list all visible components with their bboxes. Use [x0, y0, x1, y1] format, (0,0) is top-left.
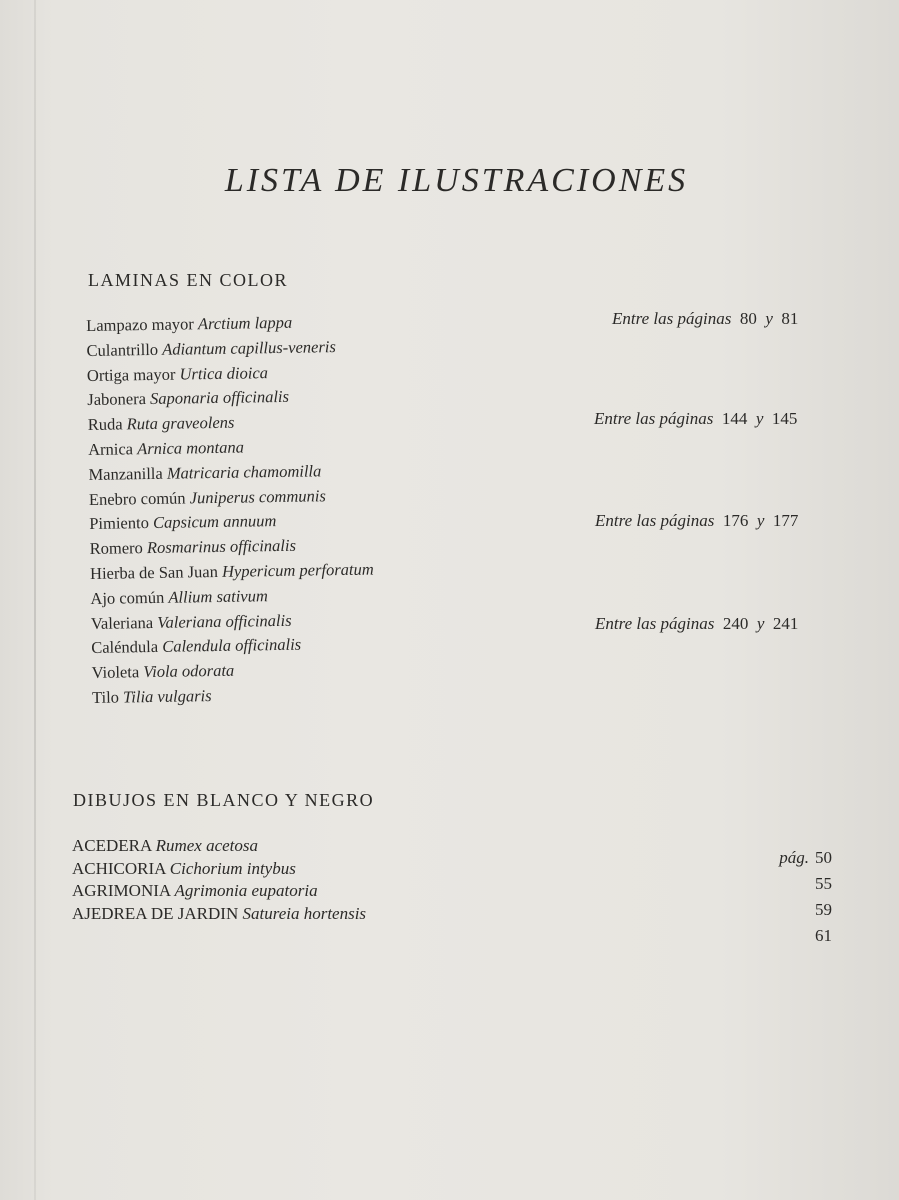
page-range-ref: Entre las páginas 240 y 241	[595, 614, 799, 633]
list-item: Jabonera Saponaria officinalis	[87, 387, 290, 410]
list-item: Culantrillo Adiantum capillus-veneris	[86, 336, 337, 360]
page-number: pág. 50	[779, 848, 832, 867]
list-item: Valeriana Valeriana officinalis	[90, 610, 292, 633]
page-number: 61	[815, 926, 832, 945]
list-item: Ajo común Allium sativum	[90, 585, 268, 608]
list-item: Arnica Arnica montana	[87, 437, 245, 459]
list-item: AJEDREA DE JARDIN Satureia hortensis	[72, 903, 367, 923]
bw-drawings-list	[72, 835, 366, 925]
list-item: ACHICORIA Cichorium intybus	[72, 858, 296, 878]
list-item: Ruda Ruta graveolens	[87, 412, 235, 435]
list-item: Tilo Tilia vulgaris	[91, 686, 212, 707]
color-plates-heading: LAMINAS EN COLOR	[88, 270, 289, 290]
list-item: Romero Rosmarinus officinalis	[89, 535, 297, 559]
list-item: Violeta Viola odorata	[91, 660, 235, 683]
list-item: Hierba de San Juan Hypericum perforatum	[89, 559, 374, 583]
bw-page-numbers	[748, 845, 832, 949]
list-item: Caléndula Calendula officinalis	[91, 635, 302, 658]
list-item: Lampazo mayor Arctium lappa	[86, 312, 293, 335]
list-item: Enebro común Juniperus communis	[88, 485, 326, 509]
color-plates-list	[86, 310, 376, 711]
list-item: Pimiento Capsicum annuum	[89, 511, 277, 534]
list-item: AGRIMONIA Agrimonia eupatoria	[72, 881, 318, 900]
page-range-ref: Entre las páginas 80 y 81	[612, 309, 799, 328]
bw-drawings-heading: DIBUJOS EN BLANCO Y NEGRO	[73, 790, 375, 810]
page-title: LISTA DE ILUSTRACIONES	[224, 162, 689, 199]
list-item: Manzanilla Matricaria chamomilla	[88, 461, 322, 484]
page-range-ref: Entre las páginas 144 y 145	[594, 409, 798, 428]
page-number: 59	[815, 900, 832, 919]
page-range-ref: Entre las páginas 176 y 177	[595, 511, 799, 530]
list-item: Ortiga mayor Urtica dioica	[86, 362, 269, 385]
list-item: ACEDERA Rumex acetosa	[72, 836, 259, 855]
page-number: 55	[815, 874, 832, 893]
